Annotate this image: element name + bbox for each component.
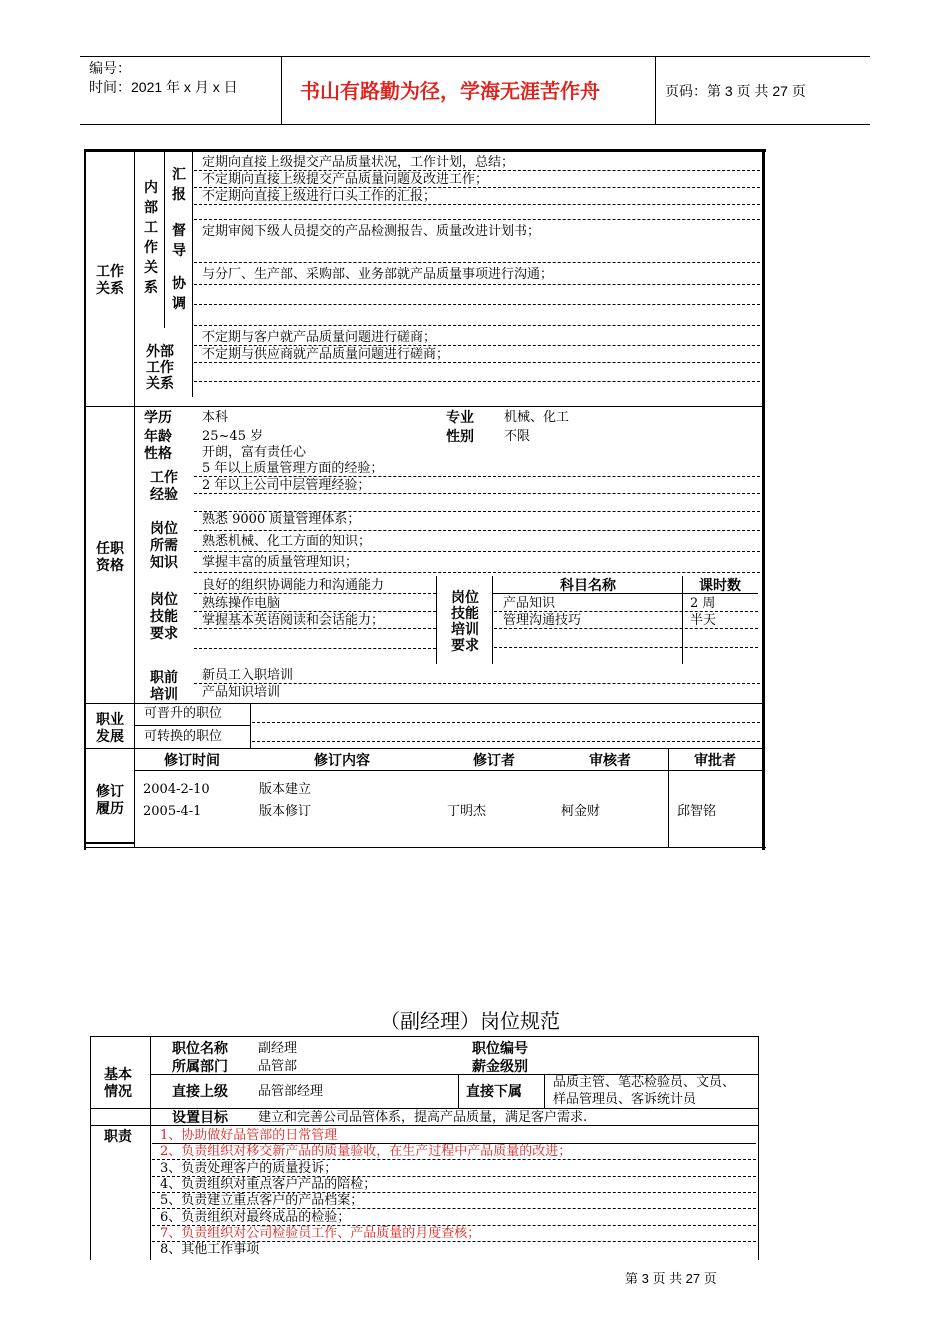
supervise-item: 定期审阅下级人员提交的产品检测报告、质量改进计划书；: [202, 224, 541, 239]
knowledge-item: 熟悉 9000 质量管理体系；: [202, 512, 361, 527]
reviser-header: 修订者: [473, 752, 515, 768]
skill-item: 良好的组织协调能力和沟通能力: [202, 578, 385, 593]
external-item: 不定期与客户就产品质量问题进行磋商；: [202, 330, 437, 345]
skill-item: 熟练操作电脑: [202, 596, 281, 611]
salary-level-label: 薪金级别: [472, 1058, 528, 1074]
duty-item: 8、其他工作事项: [160, 1242, 260, 1258]
qualification-label: 任职 资格: [96, 540, 124, 573]
career-label: 职业 发展: [96, 711, 124, 744]
course-hours: 2 周: [690, 596, 716, 611]
skill-item: 掌握基本英语阅读和会话能力；: [202, 613, 385, 628]
age-label: 年龄: [144, 428, 172, 444]
coordinate-label: 协调: [172, 275, 186, 311]
skills-label: 岗位 技能 要求: [150, 591, 178, 641]
education-label: 学历: [144, 409, 172, 425]
section-title: （副经理）岗位规范: [380, 1009, 560, 1033]
goal-label: 设置目标: [172, 1109, 228, 1125]
duty-item: 6、负责组织对最终成品的检验；: [160, 1209, 351, 1225]
approver-header: 审批者: [694, 752, 736, 768]
character-label: 性格: [144, 445, 172, 461]
duty-item: 3、负责处理客户的质量投诉；: [160, 1160, 338, 1176]
revision-content: 版本建立: [259, 782, 312, 797]
knowledge-item: 熟悉机械、化工方面的知识；: [202, 534, 372, 549]
pre-training-label: 职前 培训: [150, 669, 178, 702]
superior-label: 直接上级: [172, 1083, 228, 1099]
knowledge-label: 岗位 所需 知识: [150, 520, 178, 570]
age-value: 25~45 岁: [202, 429, 264, 444]
department-value: 品管部: [258, 1059, 298, 1074]
internal-relations-label: 内部工作关系: [144, 179, 158, 295]
training-label: 岗位 技能 培训 要求: [451, 589, 479, 653]
pre-training-item: 产品知识培训: [202, 685, 281, 700]
major-value: 机械、化工: [504, 410, 570, 425]
pre-training-item: 新员工入职培训: [202, 668, 294, 683]
gender-label: 性别: [446, 428, 474, 444]
duty-item: 1、协助做好品管部的日常管理: [160, 1128, 338, 1143]
hours-header: 课时数: [699, 577, 741, 593]
goal-value: 建立和完善公司品管体系，提高产品质量，满足客户需求.: [258, 1110, 588, 1125]
report-item: 不定期向直接上级提交产品质量问题及改进工作；: [202, 172, 489, 187]
department-label: 所属部门: [172, 1058, 228, 1074]
duty-item: 5、负责建立重点客户的产品档案；: [160, 1193, 364, 1209]
revision-content-header: 修订内容: [314, 752, 370, 768]
subordinate-value: 样品管理员、客诉统计员: [553, 1092, 697, 1107]
position-name-value: 副经理: [258, 1041, 298, 1056]
experience-label: 工作 经验: [150, 469, 178, 502]
report-item: 不定期向直接上级进行口头工作的汇报；: [202, 189, 437, 204]
document-number-label: 编号：: [89, 60, 131, 76]
work-relations-label: 工作 关系: [96, 263, 124, 296]
revision-auditor: 柯金财: [561, 804, 601, 819]
subordinate-label: 直接下属: [466, 1083, 522, 1099]
auditor-header: 审核者: [589, 752, 631, 768]
gender-value: 不限: [504, 429, 531, 444]
course-hours: 半天: [690, 613, 717, 628]
knowledge-item: 掌握丰富的质量管理知识；: [202, 555, 359, 570]
revision-date: 2005-4-1: [143, 804, 202, 819]
revision-approver: 邱智铭: [677, 804, 717, 819]
footer-page-info: 第 3 页 共 27 页: [625, 1271, 717, 1286]
course-header: 科目名称: [560, 577, 616, 593]
revision-date-header: 修订时间: [164, 752, 220, 768]
character-value: 开朗，富有责任心: [202, 445, 307, 460]
position-number-label: 职位编号: [472, 1040, 528, 1056]
course-name: 产品知识: [503, 596, 556, 611]
revision-reviser: 丁明杰: [447, 804, 487, 819]
duty-item: 7、负责组织对公司检验员工作、产品质量的月度查核；: [160, 1225, 481, 1241]
course-name: 管理沟通技巧: [503, 613, 582, 628]
external-item: 不定期与供应商就产品质量问题进行磋商；: [202, 347, 450, 362]
coordinate-item: 与分厂、生产部、采购部、业务部就产品质量事项进行沟通；: [202, 267, 554, 282]
education-value: 本科: [202, 410, 229, 425]
subordinate-value: 品质主管、笔芯检验员、文员、: [553, 1075, 736, 1090]
header-motto: 书山有路勤为径，学海无涯苦作舟: [300, 79, 600, 103]
revision-content: 版本修订: [259, 804, 312, 819]
duty-item: 4、负责组织对重点客户产品的陪检；: [160, 1176, 377, 1192]
external-relations-label: 外部 工作 关系: [146, 343, 174, 391]
revision-date: 2004-2-10: [143, 782, 210, 797]
experience-item: 2 年以上公司中层管理经验；: [202, 478, 371, 493]
revision-label: 修订 履历: [96, 783, 124, 816]
major-label: 专业: [446, 409, 474, 425]
header-page-info: 页码：第 3 页 共 27 页: [665, 83, 806, 99]
experience-item: 5 年以上质量管理方面的经验；: [202, 461, 384, 476]
basic-info-label: 基本 情况: [104, 1066, 132, 1099]
duties-label: 职责: [104, 1128, 132, 1144]
report-label: 汇报: [172, 166, 186, 202]
report-item: 定期向直接上级提交产品质量状况，工作计划，总结；: [202, 155, 515, 170]
transferable-label: 可转换的职位: [144, 729, 223, 744]
superior-value: 品管部经理: [258, 1084, 324, 1099]
promotable-label: 可晋升的职位: [144, 706, 223, 721]
supervise-label: 督导: [172, 222, 186, 258]
document-time: 时间：2021 年 x 月 x 日: [89, 79, 238, 95]
position-name-label: 职位名称: [172, 1040, 228, 1056]
duty-item: 2、负责组织对移交新产品的质量验收，在生产过程中产品质量的改进；: [160, 1144, 572, 1160]
